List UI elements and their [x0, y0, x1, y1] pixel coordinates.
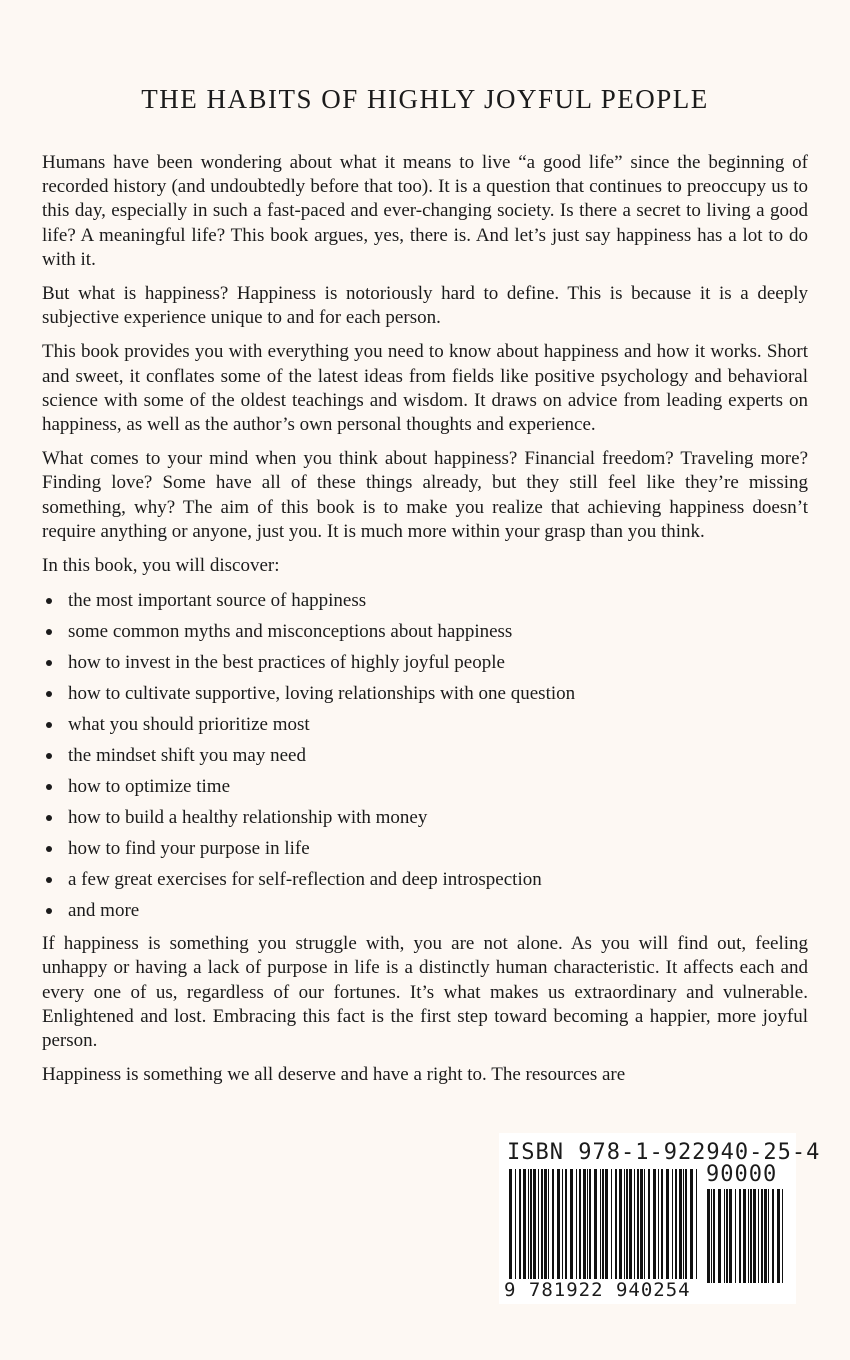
list-item — [42, 616, 808, 647]
list-item — [42, 895, 808, 926]
list-item-text: the most important source of happiness — [68, 590, 367, 612]
list-item-text: the mindset shift you may need — [68, 745, 306, 767]
list-item — [42, 647, 808, 678]
bullet-icon — [46, 598, 52, 604]
list-item — [42, 802, 808, 833]
bullet-icon — [46, 660, 52, 666]
bullet-icon — [46, 753, 52, 759]
list-item-text: how to cultivate supportive, loving relationships with one question — [68, 683, 576, 705]
bullet-icon — [46, 815, 52, 821]
list-item — [42, 833, 808, 864]
paragraph: Humans have been wondering about what it means to live “a good life” since the beginning of recorded history (and undoubtedly before that too). It is a question that continues to preoccupy us to this day, especially in such a fast-paced and ever-changing society. Is there a secret to living a good life? A meaningful life? This book argues, yes, there is. And let’s just say happiness has a lot to do with it. — [42, 152, 808, 270]
paragraph: Happiness is something we all deserve and have a right to. The resources are — [42, 1064, 626, 1086]
paragraph: What comes to your mind when you think about happiness? Financial freedom? Traveling more? Finding love? Some have all of these things already, but they still feel like they’re missing something, why? The aim of this book is to make you realize that achieving happiness doesn’t require anything or anyone, just you. It is much more within your grasp than you think. — [42, 448, 808, 542]
paragraph: If happiness is something you struggle with, you are not alone. As you will find out, feeling unhappy or having a lack of purpose in life is a distinctly human characteristic. It affects each and every one of us, regardless of our fortunes. It’s what makes us extraordinary and vulnerable. Enlightened and lost. Embracing this fact is the first step toward becoming a happier, more joyful person. — [42, 933, 808, 1052]
isbn-label: ISBN 978-1-922940-25-4 — [507, 1140, 821, 1165]
list-item — [42, 585, 808, 616]
list-item-text: how to invest in the best practices of highly joyful people — [68, 652, 505, 674]
list-item-text: how to find your purpose in life — [68, 838, 310, 860]
list-item — [42, 678, 808, 709]
paragraph: But what is happiness? Happiness is notoriously hard to define. This is because it is a deeply subjective experience unique to and for each person. — [42, 283, 808, 329]
bullet-icon — [46, 877, 52, 883]
discover-list — [42, 585, 808, 926]
bullet-icon — [46, 784, 52, 790]
ean-digits: 9 781922 940254 — [504, 1279, 691, 1301]
list-item-text: how to optimize time — [68, 776, 231, 798]
list-item — [42, 740, 808, 771]
list-item-text: how to build a healthy relationship with money — [68, 807, 428, 829]
isbn-barcode — [499, 1133, 821, 1304]
list-item — [42, 771, 808, 802]
list-item — [42, 864, 808, 895]
bullet-icon — [46, 629, 52, 635]
list-item-text: a few great exercises for self-reflection and deep introspection — [68, 869, 542, 891]
list-item-text: and more — [68, 900, 140, 922]
bullet-icon — [46, 908, 52, 914]
list-intro: In this book, you will discover: — [42, 555, 280, 577]
bullet-icon — [46, 846, 52, 852]
paragraph: This book provides you with everything you need to know about happiness and how it works. Short and sweet, it conflates some of the latest ideas from fields like positive psychology and behavioral science with some of the oldest teachings and wisdom. It draws on advice from leading experts on happiness, as well as the author’s own personal thoughts and experience. — [42, 341, 808, 436]
list-item-text: some common myths and misconceptions about happiness — [68, 621, 513, 643]
book-title: THE HABITS OF HIGHLY JOYFUL PEOPLE — [141, 84, 709, 114]
bullet-icon — [46, 722, 52, 728]
bullet-icon — [46, 691, 52, 697]
blurb-body — [42, 151, 808, 1097]
list-item — [42, 709, 808, 740]
price-code: 90000 — [706, 1162, 778, 1187]
list-item-text: what you should prioritize most — [68, 714, 310, 736]
